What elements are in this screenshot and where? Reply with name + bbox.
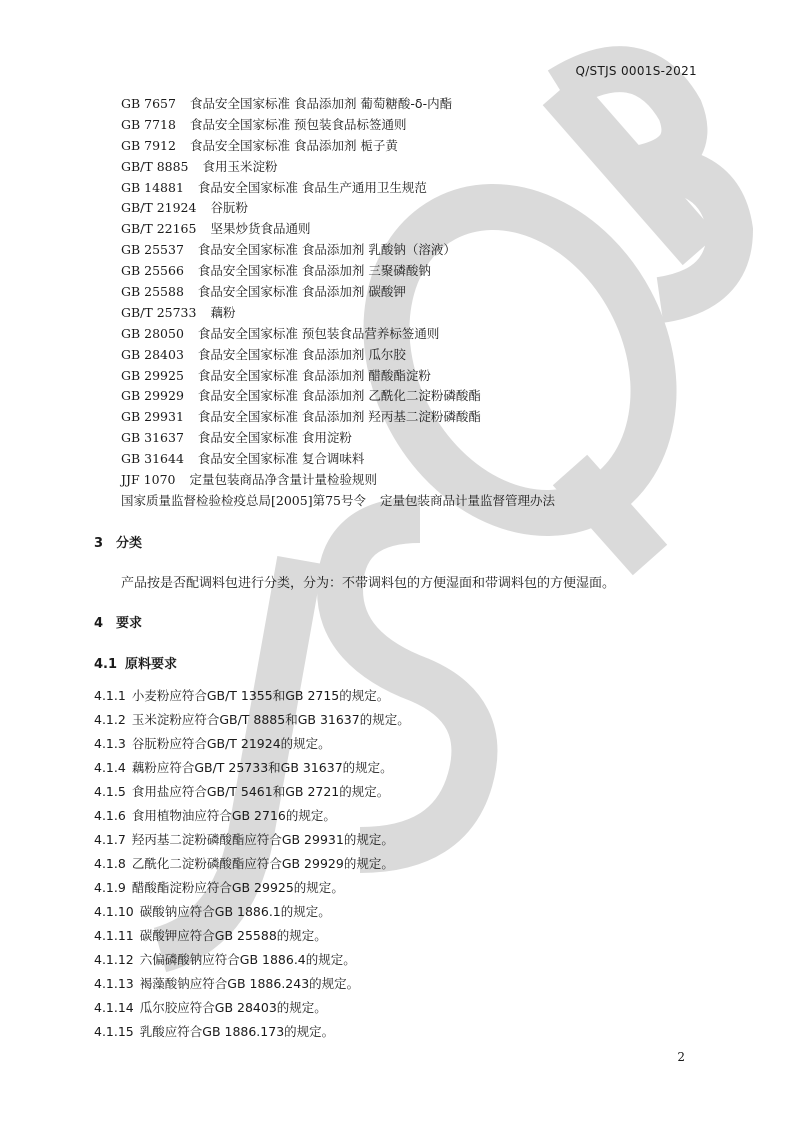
page-number: 2	[677, 1050, 685, 1064]
requirement-number: 4.1.11	[94, 928, 134, 943]
requirement-number: 4.1.13	[94, 976, 134, 991]
requirement-text: 褐藻酸钠应符合GB 1886.243的规定。	[139, 976, 360, 991]
raw-material-requirements-list	[94, 684, 410, 1044]
requirement-text: 食用盐应符合GB/T 5461和GB 2721的规定。	[131, 784, 390, 799]
reference-item	[121, 386, 555, 407]
reference-code: GB 28050	[121, 325, 184, 341]
requirement-number: 4.1.15	[94, 1024, 134, 1039]
reference-code: JJF 1070	[121, 472, 176, 488]
reference-code: GB 7912	[121, 137, 176, 153]
requirement-item	[94, 972, 410, 996]
reference-item	[121, 136, 555, 157]
reference-code: GB 7718	[121, 116, 176, 132]
requirement-item	[94, 804, 410, 828]
requirement-number: 4.1.14	[94, 1000, 134, 1015]
requirement-item	[94, 1020, 410, 1044]
requirement-number: 4.1.9	[94, 880, 126, 895]
requirement-number: 4.1.2	[94, 712, 126, 727]
requirement-number: 4.1.4	[94, 760, 126, 775]
section-number: 4.1	[94, 657, 118, 672]
requirement-number: 4.1.5	[94, 784, 126, 799]
reference-title: 食品安全国家标准 食品添加剂 三聚磷酸钠	[197, 263, 431, 279]
requirement-number: 4.1.8	[94, 856, 126, 871]
requirement-item	[94, 924, 410, 948]
reference-code: GB 25566	[121, 263, 184, 279]
reference-code: GB 7657	[121, 96, 176, 111]
reference-item	[121, 261, 555, 282]
classification-paragraph: 产品按是否配调料包进行分类，分为：不带调料包的方便湿面和带调料包的方便湿面。	[121, 576, 616, 591]
reference-title: 定量包装商品计量监督管理办法	[379, 492, 555, 508]
section-title: 要求	[116, 616, 143, 631]
requirement-text: 谷朊粉应符合GB/T 21924的规定。	[131, 736, 331, 751]
reference-title: 定量包装商品净含量计量检验规则	[189, 472, 377, 488]
reference-item	[121, 366, 555, 387]
section-4-1-heading	[94, 653, 177, 672]
requirement-number: 4.1.10	[94, 904, 134, 919]
reference-code: GB/T 21924	[121, 200, 197, 216]
requirement-item	[94, 852, 410, 876]
reference-code: 国家质量监督检验检疫总局[2005]第75号令	[121, 492, 366, 508]
reference-title: 食品安全国家标准 食品添加剂 醋酸酯淀粉	[197, 367, 431, 383]
requirement-number: 4.1.12	[94, 952, 134, 967]
requirement-number: 4.1.7	[94, 832, 126, 847]
requirement-item	[94, 756, 410, 780]
reference-code: GB 29925	[121, 367, 184, 383]
requirement-number: 4.1.1	[94, 688, 126, 703]
section-title: 原料要求	[125, 657, 178, 672]
reference-item	[121, 491, 555, 512]
reference-code: GB 31637	[121, 430, 184, 446]
requirement-text: 乳酸应符合GB 1886.173的规定。	[139, 1024, 335, 1039]
reference-title: 食品安全国家标准 食品添加剂 乙酰化二淀粉磷酸酯	[197, 388, 481, 404]
requirement-text: 藕粉应符合GB/T 25733和GB 31637的规定。	[131, 760, 393, 775]
requirement-item	[94, 996, 410, 1020]
requirement-text: 瓜尔胶应符合GB 28403的规定。	[139, 1000, 327, 1015]
reference-title: 食品安全国家标准 预包装食品营养标签通则	[197, 325, 440, 341]
reference-item	[121, 428, 555, 449]
requirement-text: 碳酸钠应符合GB 1886.1的规定。	[139, 904, 331, 919]
requirement-text: 小麦粉应符合GB/T 1355和GB 2715的规定。	[131, 688, 390, 703]
reference-code: GB 25537	[121, 242, 184, 258]
requirement-item	[94, 732, 410, 756]
section-3-heading	[94, 532, 142, 551]
requirement-item	[94, 684, 410, 708]
reference-title: 食品安全国家标准 食品添加剂 瓜尔胶	[197, 346, 406, 362]
reference-title: 坚果炒货食品通则	[210, 221, 311, 237]
reference-code: GB/T 25733	[121, 304, 197, 320]
reference-title: 食品安全国家标准 食品添加剂 栀子黄	[189, 137, 398, 153]
requirement-item	[94, 708, 410, 732]
reference-title: 食用玉米淀粉	[202, 158, 278, 174]
requirement-item	[94, 828, 410, 852]
section-number: 3	[94, 536, 104, 551]
reference-code: GB 31644	[121, 451, 184, 467]
reference-item	[121, 407, 555, 428]
reference-item	[121, 240, 555, 261]
requirement-item	[94, 876, 410, 900]
reference-item	[121, 449, 555, 470]
section-4-heading	[94, 612, 142, 631]
section-title: 分类	[116, 536, 143, 551]
requirement-item	[94, 900, 410, 924]
requirement-text: 醋酸酯淀粉应符合GB 29925的规定。	[131, 880, 344, 895]
reference-title: 食品安全国家标准 食用淀粉	[197, 430, 352, 446]
reference-title: 食品安全国家标准 食品添加剂 葡萄糖酸-δ-内酯	[189, 96, 453, 111]
reference-title: 谷朊粉	[210, 200, 248, 216]
reference-title: 食品安全国家标准 食品添加剂 羟丙基二淀粉磷酸酯	[197, 409, 481, 425]
reference-item	[121, 94, 555, 115]
reference-item	[121, 470, 555, 491]
reference-code: GB 29931	[121, 409, 184, 425]
reference-title: 食品安全国家标准 食品添加剂 碳酸钾	[197, 284, 406, 300]
document-code-header: Q/STJS 0001S-2021	[575, 64, 697, 78]
reference-code: GB 14881	[121, 179, 184, 195]
reference-item	[121, 324, 555, 345]
reference-code: GB 29929	[121, 388, 184, 404]
requirement-item	[94, 948, 410, 972]
reference-item	[121, 219, 555, 240]
reference-title: 藕粉	[210, 304, 236, 320]
reference-title: 食品安全国家标准 食品添加剂 乳酸钠（溶液）	[197, 242, 456, 258]
reference-item	[121, 303, 555, 324]
requirement-text: 玉米淀粉应符合GB/T 8885和GB 31637的规定。	[131, 712, 410, 727]
section-number: 4	[94, 616, 104, 631]
reference-item	[121, 115, 555, 136]
requirement-text: 食用植物油应符合GB 2716的规定。	[131, 808, 336, 823]
normative-references-list	[121, 94, 555, 512]
reference-item	[121, 198, 555, 219]
requirement-number: 4.1.6	[94, 808, 126, 823]
requirement-text: 六偏磷酸钠应符合GB 1886.4的规定。	[139, 952, 356, 967]
reference-title: 食品安全国家标准 预包装食品标签通则	[189, 116, 407, 132]
reference-item	[121, 157, 555, 178]
reference-code: GB/T 8885	[121, 158, 189, 174]
reference-title: 食品安全国家标准 食品生产通用卫生规范	[197, 179, 427, 195]
requirement-item	[94, 780, 410, 804]
requirement-text: 羟丙基二淀粉磷酸酯应符合GB 29931的规定。	[131, 832, 394, 847]
requirement-text: 乙酰化二淀粉磷酸酯应符合GB 29929的规定。	[131, 856, 394, 871]
reference-item	[121, 178, 555, 199]
reference-code: GB 28403	[121, 346, 184, 362]
reference-title: 食品安全国家标准 复合调味料	[197, 451, 365, 467]
requirement-text: 碳酸钾应符合GB 25588的规定。	[139, 928, 327, 943]
requirement-number: 4.1.3	[94, 736, 126, 751]
reference-code: GB/T 22165	[121, 221, 197, 237]
reference-item	[121, 282, 555, 303]
reference-item	[121, 345, 555, 366]
reference-code: GB 25588	[121, 284, 184, 300]
